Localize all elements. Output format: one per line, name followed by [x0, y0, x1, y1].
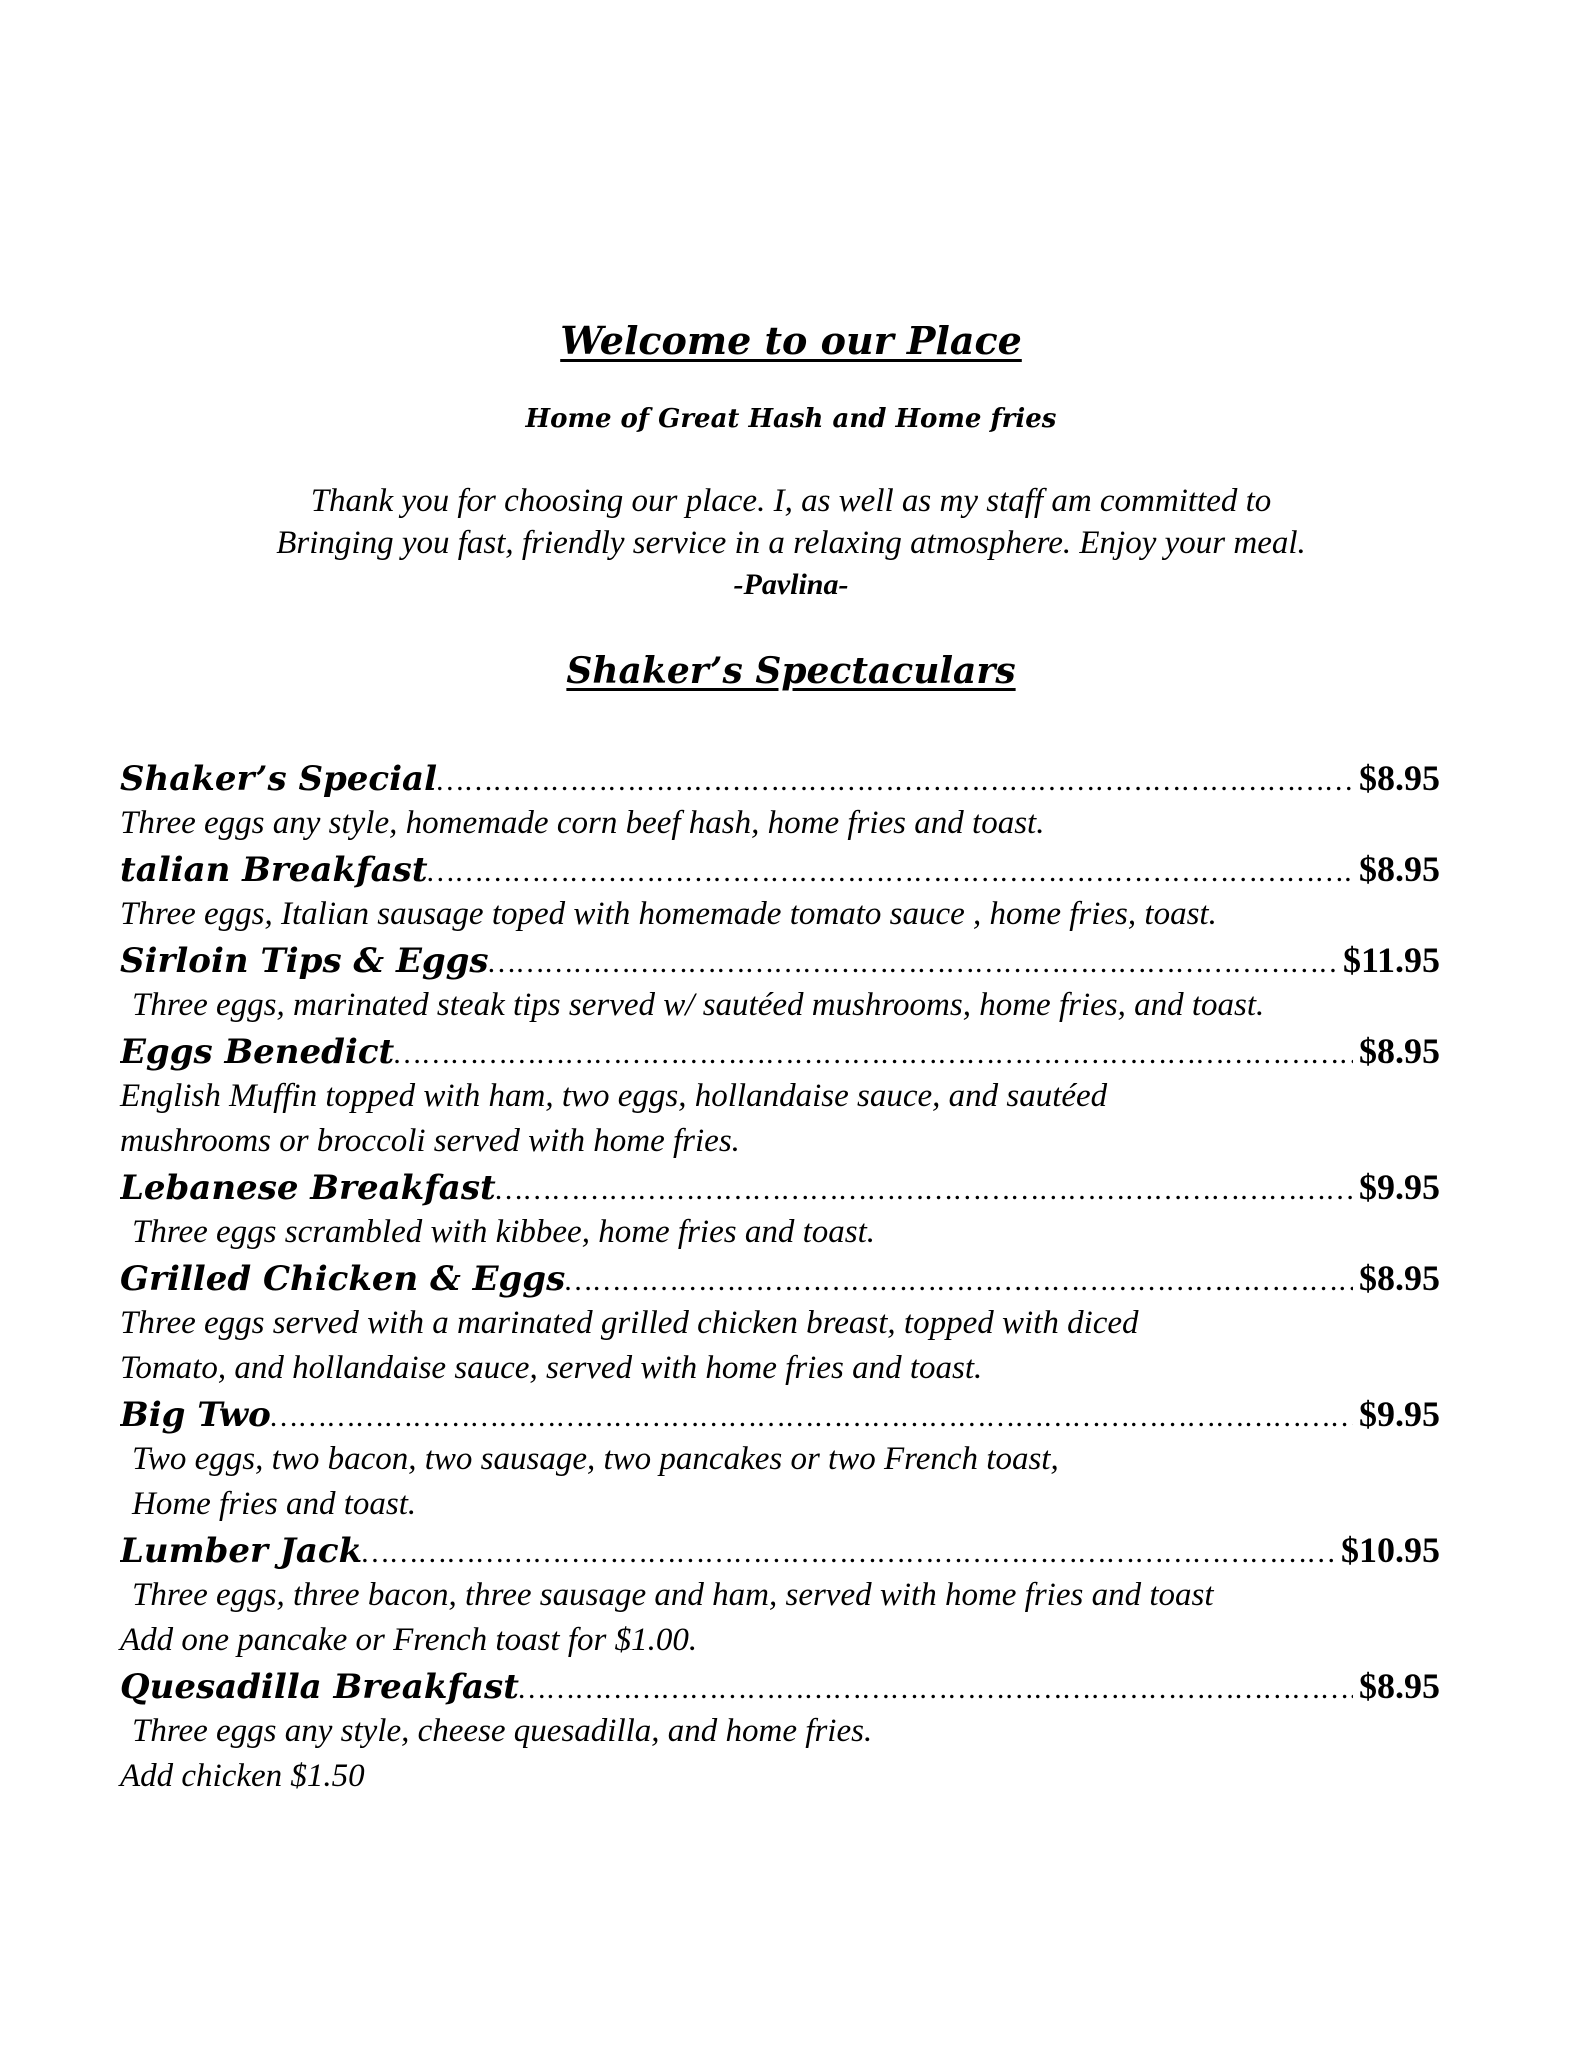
item-description: Three eggs, marinated steak tips served w/ sautéed mushrooms, home fries, and toast. [132, 987, 1265, 1023]
item-header [120, 1164, 1440, 1210]
item-description-line-2: Tomato, and hollandaise sauce, served with home fries and toast. [120, 1350, 983, 1386]
menu-item-quesadilla-breakfast [120, 1663, 1460, 1799]
dot-leader [362, 1530, 1335, 1573]
menu-item-italian-breakfast [120, 846, 1460, 937]
menu-item-lumber-jack [120, 1527, 1460, 1663]
intro-message [0, 480, 1582, 606]
item-price: $11.95 [1342, 940, 1440, 980]
item-description-line-2: mushrooms or broccoli served with home fries. [120, 1123, 740, 1159]
menu-list [120, 755, 1460, 1799]
item-price: $9.95 [1359, 1394, 1440, 1434]
item-price: $10.95 [1341, 1530, 1440, 1570]
item-description: Three eggs scrambled with kibbee, home fries and toast. [132, 1214, 876, 1250]
item-name: talian Breakfast [120, 850, 428, 890]
item-description-line-1: English Muffin topped with ham, two eggs, hollandaise sauce, and sautéed [120, 1078, 1108, 1114]
signature: -Pavlina- [733, 568, 849, 601]
item-header [120, 937, 1440, 983]
item-name: Lebanese Breakfast [120, 1168, 496, 1208]
item-name: Grilled Chicken & Eggs [120, 1259, 566, 1299]
dot-leader [519, 1666, 1353, 1709]
item-price: $8.95 [1359, 1258, 1440, 1298]
dot-leader [496, 1167, 1353, 1210]
item-description-line-1: Three eggs served with a marinated grilled chicken breast, topped with diced [120, 1305, 1139, 1341]
item-price: $9.95 [1359, 1167, 1440, 1207]
item-header [120, 1255, 1440, 1301]
item-description-line-1: Three eggs any style, cheese quesadilla, and home fries. [132, 1713, 873, 1749]
item-name: Sirloin Tips & Eggs [120, 941, 489, 981]
menu-item-grilled-chicken [120, 1255, 1460, 1391]
menu-item-eggs-benedict [120, 1028, 1460, 1164]
item-description-line-1: Three eggs, three bacon, three sausage and ham, served with home fries and toast [132, 1577, 1214, 1613]
welcome-heading: Welcome to our Place [560, 318, 1022, 363]
item-name: Big Two [120, 1395, 271, 1435]
tagline: Home of Great Hash and Home fries [525, 404, 1057, 434]
section-title: Shaker’s Spectaculars [566, 650, 1016, 692]
item-description-line-2: Add chicken $1.50 [120, 1758, 365, 1794]
dot-leader [394, 1031, 1353, 1074]
item-price: $8.95 [1359, 1031, 1440, 1071]
item-name: Eggs Benedict [120, 1032, 395, 1072]
item-header [120, 755, 1440, 801]
item-name: Lumber Jack [120, 1531, 363, 1571]
item-description-line-2: Home fries and toast. [132, 1486, 417, 1522]
menu-item-sirloin-tips [120, 937, 1460, 1028]
item-price: $8.95 [1359, 758, 1440, 798]
intro-line-1: Thank you for choosing our place. I, as well as my staff am committed to [310, 483, 1272, 519]
dot-leader [565, 1258, 1353, 1301]
item-description-line-2: Add one pancake or French toast for $1.00. [120, 1622, 698, 1658]
dot-leader [271, 1394, 1353, 1437]
dot-leader [437, 758, 1353, 801]
item-description: Three eggs, Italian sausage toped with homemade tomato sauce , home fries, toast. [120, 896, 1217, 932]
item-price: $8.95 [1359, 1666, 1440, 1706]
intro-line-2: Bringing you fast, friendly service in a relaxing atmosphere. Enjoy your meal. [276, 525, 1306, 561]
item-header [120, 1527, 1440, 1573]
item-price: $8.95 [1359, 849, 1440, 889]
item-header [120, 846, 1440, 892]
menu-item-shakers-special [120, 755, 1460, 846]
dot-leader [428, 849, 1353, 892]
dot-leader [489, 940, 1337, 983]
item-name: Shaker’s Special [120, 759, 437, 799]
item-header [120, 1663, 1440, 1709]
item-header [120, 1028, 1440, 1074]
menu-item-lebanese-breakfast [120, 1164, 1460, 1255]
item-description: Three eggs any style, homemade corn beef hash, home fries and toast. [120, 805, 1045, 841]
item-description-line-1: Two eggs, two bacon, two sausage, two pancakes or two French toast, [132, 1441, 1059, 1477]
item-name: Quesadilla Breakfast [120, 1667, 519, 1707]
menu-item-big-two [120, 1391, 1460, 1527]
item-header [120, 1391, 1440, 1437]
